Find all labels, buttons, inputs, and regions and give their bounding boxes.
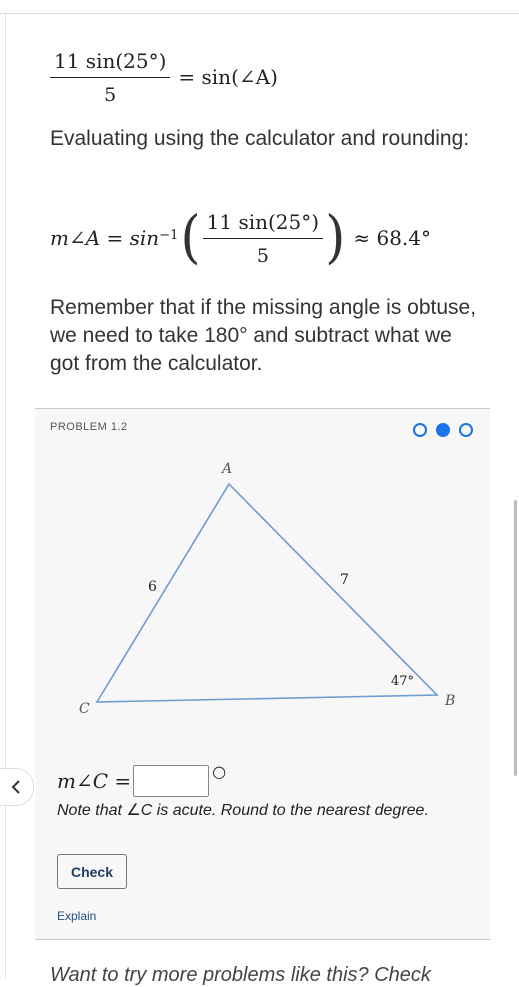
equation-rhs: = sin(∠A) (178, 65, 278, 89)
fraction (203, 210, 323, 267)
problem-label: PROBLEM 1.2 (50, 421, 128, 433)
equation-result: ≈ 68.4° (353, 226, 432, 250)
fraction-denominator: 5 (104, 83, 117, 106)
triangle-diagram (35, 409, 490, 729)
fraction-numerator: 11 sin(25°) (203, 210, 323, 239)
side-label-ab: 7 (340, 572, 349, 588)
fraction-numerator: 11 sin(25°) (50, 49, 170, 78)
explain-link[interactable]: Explain (57, 909, 97, 923)
scrollbar[interactable] (514, 500, 517, 776)
right-paren: ) (325, 205, 346, 271)
vertex-label-b: B (445, 693, 456, 709)
vertex-label-a: A (222, 461, 233, 477)
answer-lhs: m∠C = (57, 769, 132, 793)
equation-sine-ratio (50, 42, 286, 112)
left-paren: ( (180, 205, 201, 271)
more-problems-text: Want to try more problems like this? Check (50, 964, 431, 986)
angle-label-b: 47° (391, 674, 415, 689)
left-border (5, 14, 6, 978)
fraction (50, 49, 170, 106)
fraction-denominator: 5 (256, 244, 269, 267)
equation-inverse-sine (50, 205, 431, 271)
answer-row (57, 761, 227, 797)
chevron-left-icon (10, 779, 22, 795)
angle-answer-input[interactable] (133, 765, 209, 797)
back-button[interactable] (0, 768, 34, 806)
acute-note: Note that ∠C is acute. Round to the nearest degree. (57, 802, 429, 819)
inverse-exponent: −1 (159, 227, 179, 243)
vertex-label-c: C (79, 701, 90, 717)
obtuse-reminder-text: Remember that if the missing angle is obtuse, we need to take 180° and subtract what we got from the calculator. (50, 296, 477, 375)
side-label-ca: 6 (148, 579, 157, 595)
top-bar (0, 0, 519, 14)
check-button[interactable]: Check (57, 854, 127, 889)
equation-lhs: m∠A = sin (50, 226, 160, 250)
degree-symbol: ○ (212, 761, 227, 781)
problem-card (35, 408, 490, 940)
explanation-text: Evaluating using the calculator and rounding: (50, 127, 470, 150)
